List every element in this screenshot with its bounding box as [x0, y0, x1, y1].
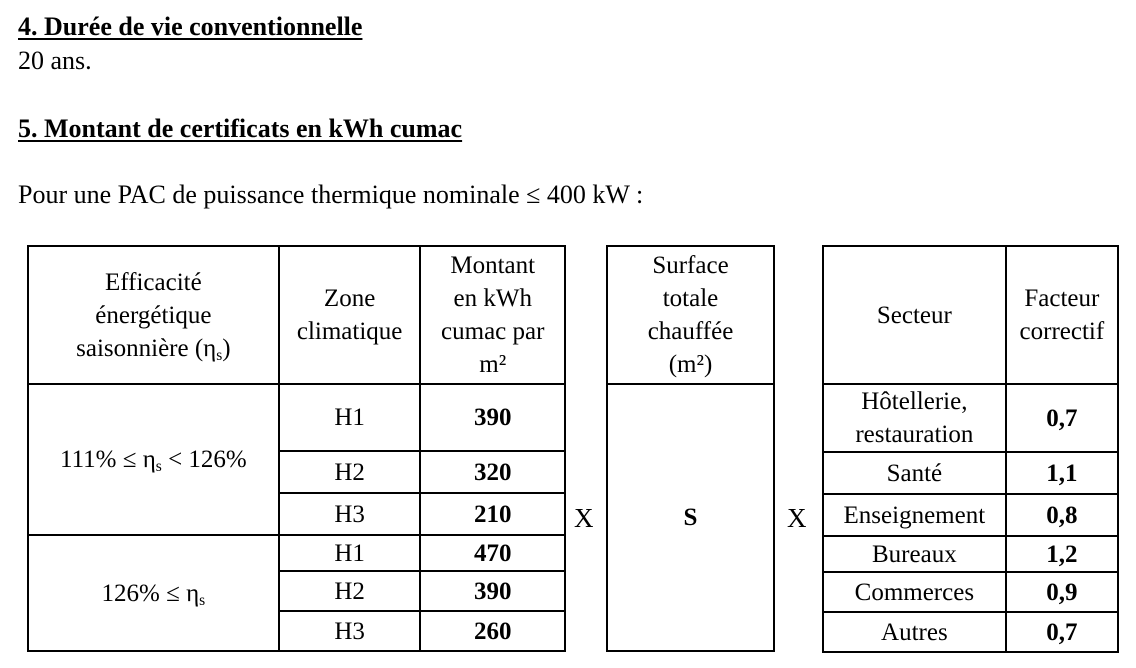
factor-cell: 1,2 — [1006, 536, 1118, 572]
amount-cell: 470 — [420, 535, 565, 571]
zone-cell: H3 — [279, 493, 421, 535]
table-row — [28, 384, 565, 451]
header-line: totale — [662, 285, 719, 312]
factor-cell: 0,8 — [1006, 494, 1118, 536]
header-line: Efficacité — [105, 268, 202, 296]
sector-cell: Bureaux — [823, 536, 1006, 572]
efficiency-range-1 — [28, 384, 279, 535]
sector-line: Hôtellerie, — [861, 388, 968, 415]
multiply-sign-1: X — [574, 503, 594, 533]
range-text: 126% ≤ η — [101, 579, 200, 607]
sector-cell: Autres — [823, 612, 1006, 652]
table-row — [823, 452, 1118, 494]
range-text: 111% ≤ η — [60, 446, 156, 473]
sector-line: restauration — [855, 421, 974, 448]
amount-cell: 320 — [420, 451, 565, 493]
zone-cell: H2 — [279, 451, 421, 493]
table-row — [823, 572, 1118, 612]
surface-table — [606, 245, 775, 652]
table-header-row — [823, 246, 1118, 384]
amount-cell: 260 — [420, 611, 565, 651]
section-4-text: 20 ans. — [18, 46, 92, 75]
table-header-row — [607, 246, 774, 384]
header-line: Montant — [450, 252, 536, 279]
sector-table — [822, 245, 1119, 653]
header-line: saisonnière (η — [76, 334, 217, 362]
header-facteur — [1006, 246, 1118, 384]
table-header-row — [28, 246, 565, 384]
table-row — [823, 494, 1118, 536]
factor-cell: 0,9 — [1006, 572, 1118, 612]
header-line: m² — [479, 351, 507, 378]
efficiency-table — [27, 245, 566, 652]
eta-subscript: s — [216, 346, 223, 364]
header-surface — [607, 246, 774, 384]
zone-cell: H3 — [279, 611, 421, 651]
amount-cell: 210 — [420, 493, 565, 535]
header-line: ) — [222, 334, 231, 362]
header-montant — [420, 246, 565, 384]
zone-cell: H2 — [279, 571, 421, 611]
surface-value: S — [607, 384, 774, 651]
zone-cell: H1 — [279, 384, 421, 451]
table-row — [823, 536, 1118, 572]
amount-cell: 390 — [420, 571, 565, 611]
factor-cell: 1,1 — [1006, 452, 1118, 494]
efficiency-range-2 — [28, 535, 279, 651]
header-line: en kWh — [453, 285, 532, 312]
sector-cell: Commerces — [823, 572, 1006, 612]
sector-cell: Enseignement — [823, 494, 1006, 536]
table-row — [823, 384, 1118, 452]
header-line: cumac par — [441, 318, 545, 345]
header-line: Surface — [652, 252, 729, 279]
amount-cell: 390 — [420, 384, 565, 451]
header-line: climatique — [296, 318, 403, 345]
eta-subscript: s — [199, 591, 206, 609]
table-row — [823, 612, 1118, 652]
range-text: < 126% — [161, 446, 247, 473]
header-secteur: Secteur — [823, 246, 1006, 384]
header-zone — [279, 246, 421, 384]
header-line: énergétique — [95, 301, 212, 329]
header-line: correctif — [1019, 318, 1105, 345]
factor-cell: 0,7 — [1006, 384, 1118, 452]
sector-cell — [823, 384, 1006, 452]
header-line: Zone — [323, 285, 376, 312]
header-line: chauffée — [647, 318, 734, 345]
header-efficacite — [28, 246, 279, 384]
table-row — [28, 535, 565, 571]
section-4-heading: 4. Durée de vie conventionnelle — [18, 12, 363, 41]
eta-subscript: s — [155, 457, 162, 475]
header-line: (m²) — [668, 351, 713, 378]
header-line: Facteur — [1024, 285, 1100, 312]
factor-cell: 0,7 — [1006, 612, 1118, 652]
multiply-sign-2: X — [787, 503, 807, 533]
zone-cell: H1 — [279, 535, 421, 571]
section-5-intro: Pour une PAC de puissance thermique nominale ≤ 400 kW : — [18, 180, 644, 209]
section-5-heading: 5. Montant de certificats en kWh cumac — [18, 114, 463, 143]
sector-cell: Santé — [823, 452, 1006, 494]
table-row — [607, 384, 774, 651]
